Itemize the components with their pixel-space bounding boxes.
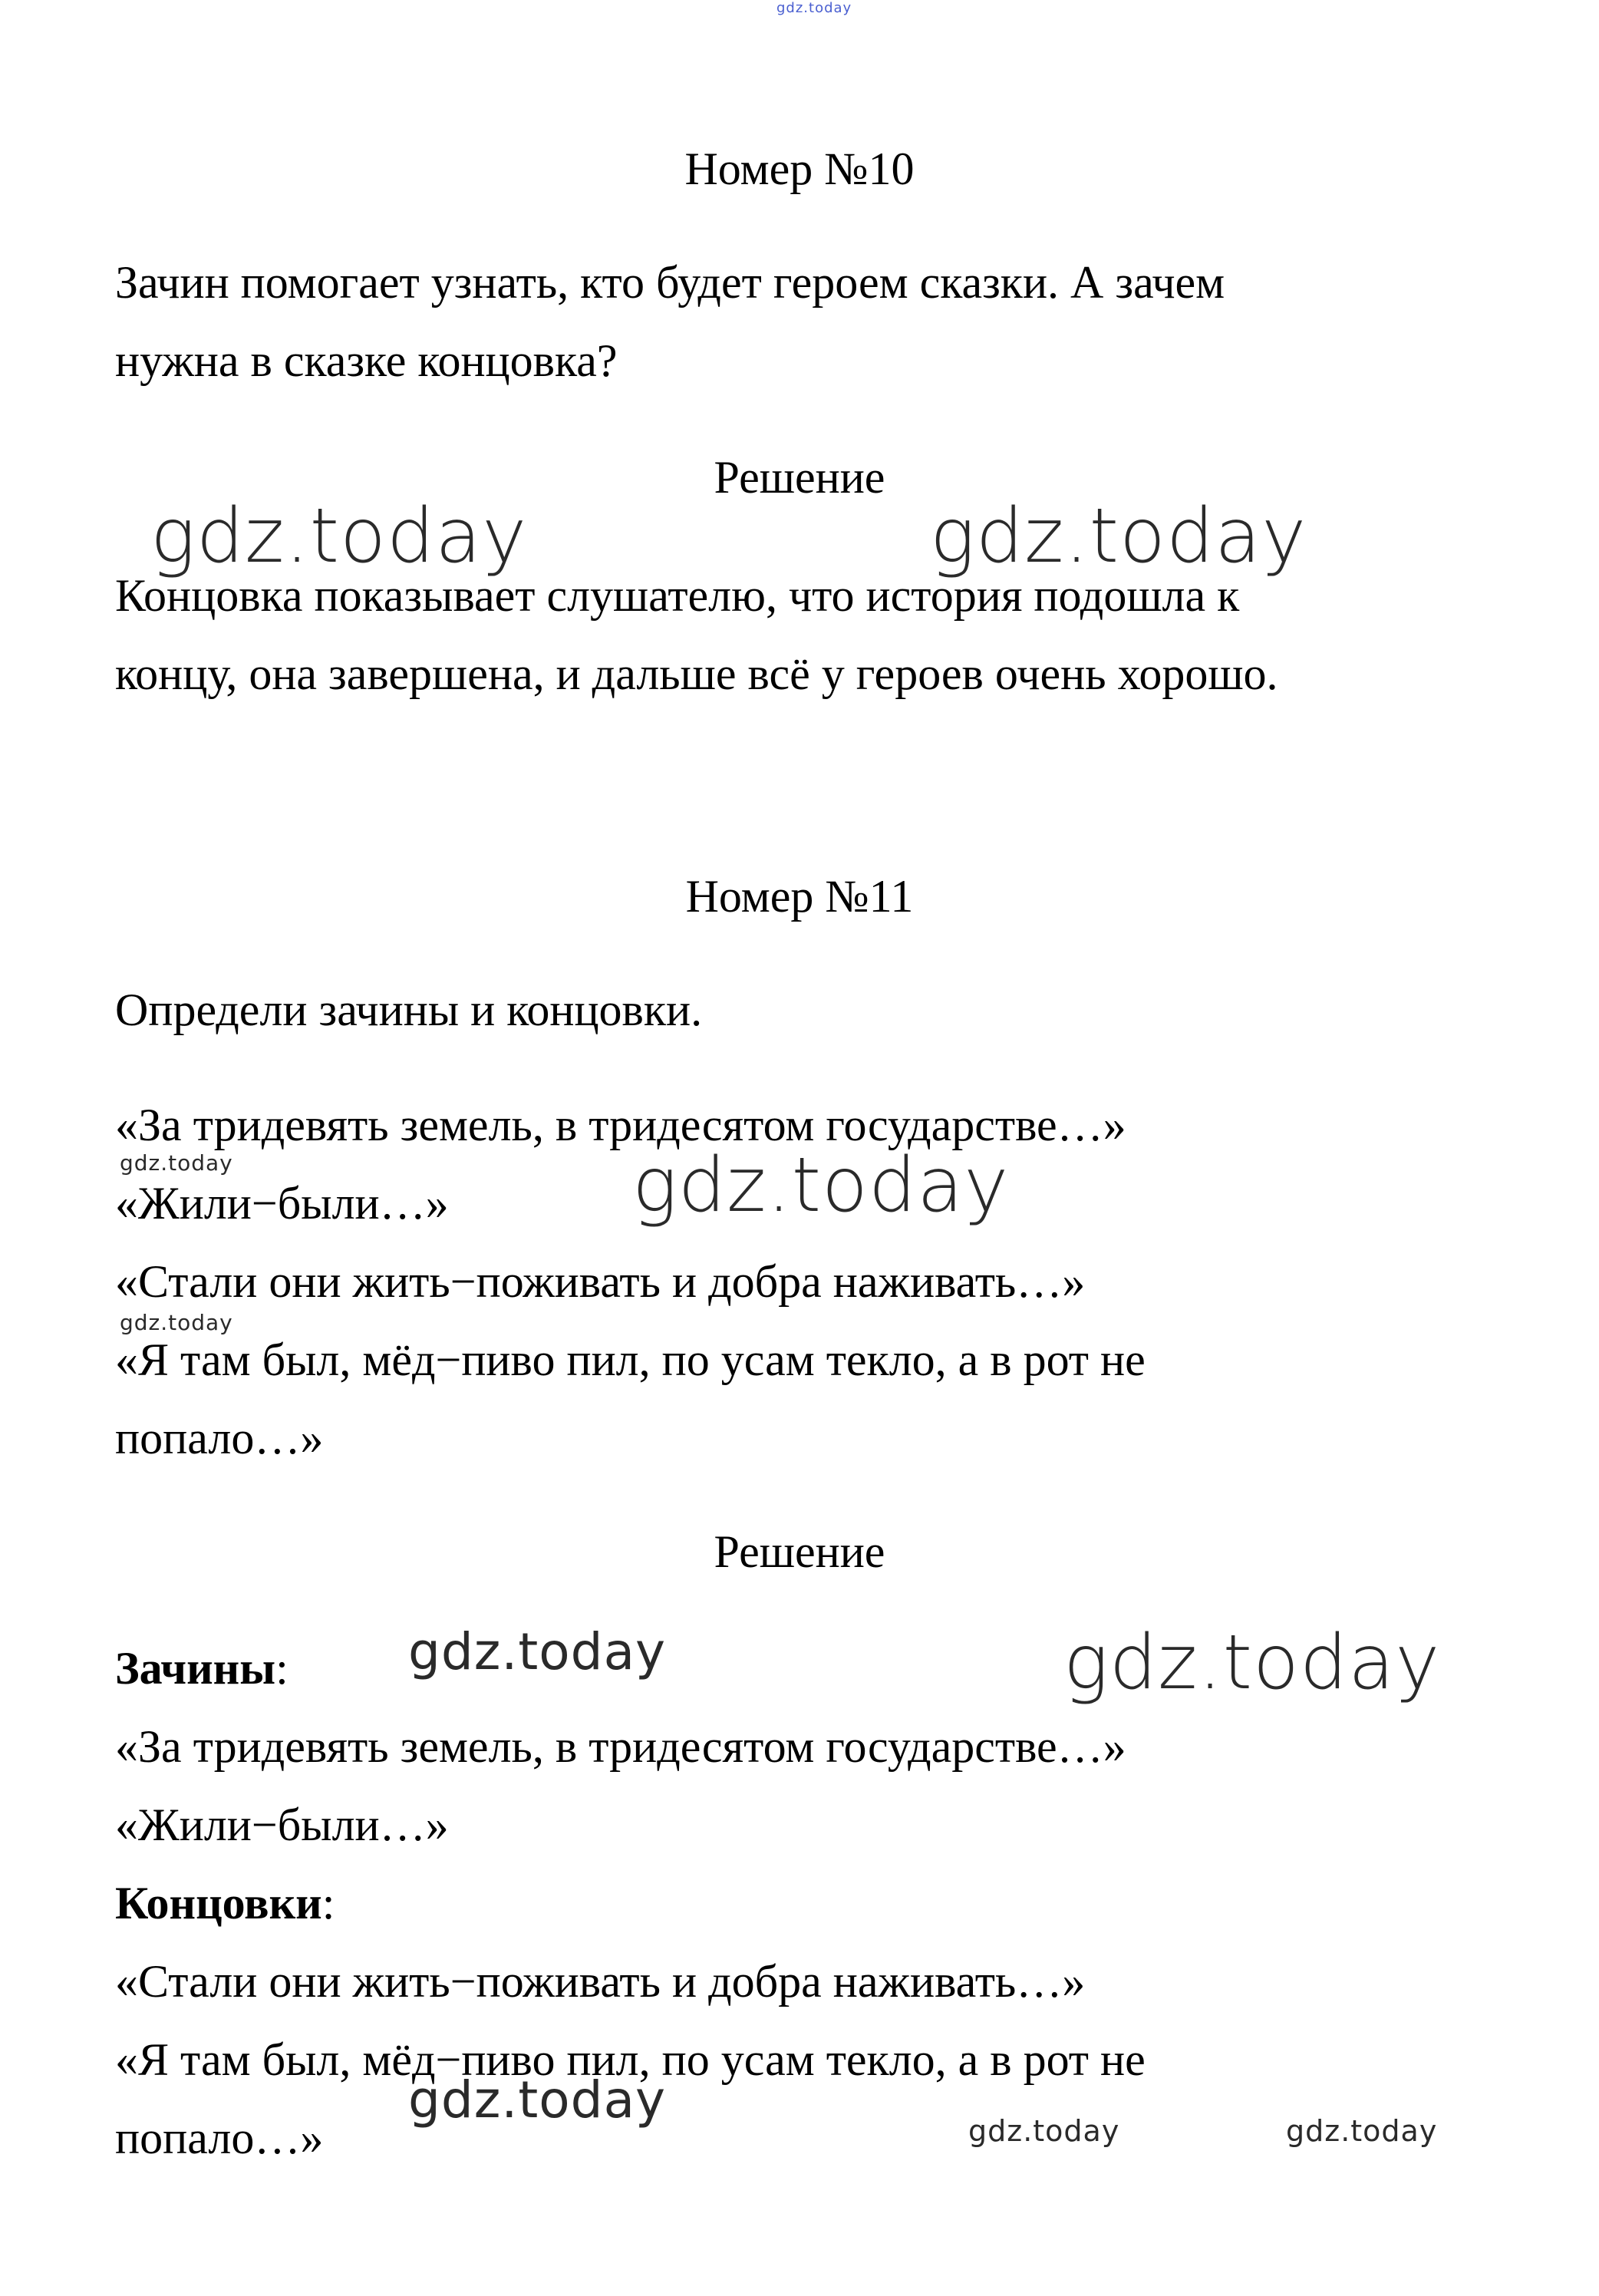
watermark: gdz.today	[150, 493, 528, 580]
watermark: gdz.today	[120, 1150, 233, 1176]
endings-colon: :	[321, 1878, 335, 1928]
problem-10-solution-heading: Решение	[714, 452, 885, 503]
beginnings-heading	[115, 1643, 288, 1694]
watermark: gdz.today	[1286, 2114, 1438, 2148]
problem-11-quote: «Жили−были…»	[115, 1178, 449, 1229]
watermark: gdz.today	[930, 493, 1307, 580]
watermark: gdz.today	[120, 1310, 233, 1335]
problem-11-task: Определи зачины и концовки.	[115, 985, 703, 1035]
ending-item: попало…»	[115, 2113, 324, 2163]
beginning-item: «За тридевять земель, в тридесятом государстве…»	[115, 1721, 1126, 1772]
ending-item: «Я там был, мёд−пиво пил, по усам текло, а в рот не	[115, 2034, 1146, 2085]
beginning-item: «Жили−были…»	[115, 1800, 449, 1850]
problem-11-quote: попало…»	[115, 1413, 324, 1463]
watermark: gdz.today	[1063, 1619, 1441, 1707]
watermark-top: gdz.today	[776, 0, 852, 16]
problem-10-heading: Номер №10	[684, 144, 915, 194]
beginnings-label: Зачины	[115, 1643, 276, 1694]
problem-10-answer-line-1: Концовка показывает слушателю, что история подошла к	[115, 570, 1240, 621]
problem-10-answer-line-2: концу, она завершена, и дальше всё у героев очень хорошо.	[115, 648, 1278, 699]
problem-11-quote: «Я там был, мёд−пиво пил, по усам текло, а в рот не	[115, 1334, 1146, 1385]
problem-10-question-line-2: нужна в сказке концовка?	[115, 335, 618, 386]
watermark: gdz.today	[968, 2114, 1120, 2148]
watermark: gdz.today	[632, 1142, 1010, 1229]
problem-11-heading: Номер №11	[685, 871, 914, 922]
watermark: gdz.today	[408, 1622, 667, 1681]
problem-11-solution-heading: Решение	[714, 1526, 885, 1577]
problem-11-quote: «Стали они жить−поживать и добра наживать…»	[115, 1256, 1086, 1307]
beginnings-colon: :	[275, 1643, 288, 1694]
watermark: gdz.today	[408, 2070, 667, 2129]
problem-11-quote: «За тридевять земель, в тридесятом государстве…»	[115, 1100, 1126, 1150]
endings-label: Концовки	[115, 1878, 322, 1928]
ending-item: «Стали они жить−поживать и добра наживать…»	[115, 1956, 1086, 2007]
endings-heading	[115, 1880, 335, 1926]
problem-10-question-line-1: Зачин помогает узнать, кто будет героем сказки. А зачем	[115, 257, 1225, 308]
